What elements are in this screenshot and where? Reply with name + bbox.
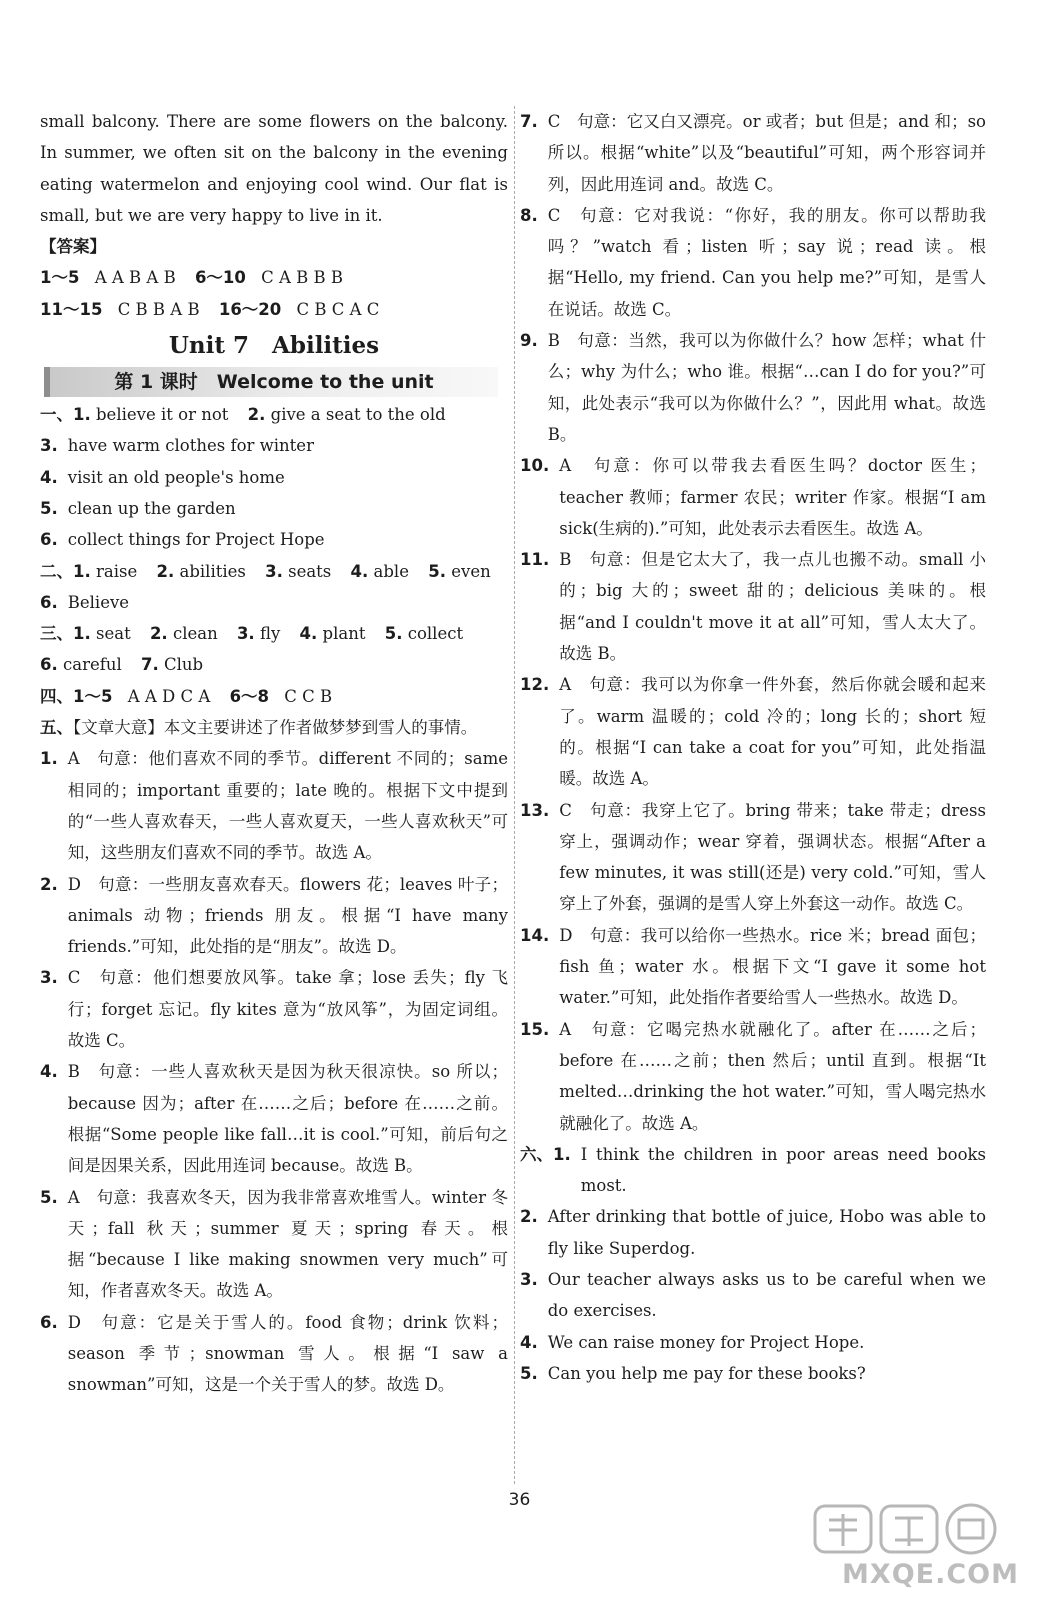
explanation-item: 8. C 句意：它对我说：“你好，我的朋友。你可以帮助我吗？”watch 看；listen 听；say 说；read 读。根据“Hello, my friend. Can you help me?”可知，是雪人在说话。故选 C。	[520, 205, 986, 319]
watermark-text: MXQE.COM	[842, 1559, 1019, 1590]
passage-text: small balcony. There are some flowers on the balcony. In summer, we often sit on the balcony in the evening eating watermelon and enjoying cool wind. Our flat is small, but we are very happy to live in it.	[40, 112, 508, 225]
left-column	[40, 106, 508, 1401]
unit-title: Unit 7 Abilities	[168, 332, 380, 360]
section-3-row: 三、1. seat 2. clean 3. fly 4. plant 5. collect	[40, 624, 464, 644]
answer-row: 11～15 C B B A B 16～20 C B C A C	[40, 299, 380, 319]
explanation-item: 9. B 句意：当然，我可以为你做什么？how 怎样；what 什么；why 为什么；who 谁。根据“…can I do for you?”可知，此处表示“我可以为你做什么？”，因此用 what。故选 B。	[520, 331, 986, 444]
list-item: 6. collect things for Project Hope	[40, 530, 325, 550]
watermark-seal-icon	[811, 1500, 1011, 1556]
explanation-item: 2. D 句意：一些朋友喜欢春天。flowers 花；leaves 叶子；animals 动物；friends 朋友。根据“I have many friends.”可知，此处指的是“朋友”。故选 D。	[40, 874, 508, 957]
answer-heading: 【答案】	[40, 237, 106, 257]
explanation-item: 3. C 句意：他们想要放风筝。take 拿；lose 丢失；fly 飞行；forget 忘记。fly kites 意为“放风筝”，为固定词组。故选 C。	[40, 968, 508, 1051]
page-number: 36	[508, 1490, 531, 1510]
sentence-item: 4. We can raise money for Project Hope.	[520, 1332, 865, 1352]
section-3-row: 6. careful 7. Club	[40, 655, 204, 675]
section-1-row: 一、1. believe it or not 2. give a seat to the old	[40, 405, 446, 425]
explanation-item: 14. D 句意：我可以给你一些热水。rice 米；bread 面包；fish 鱼；water 水。根据下文“I gave it some hot water.”可知，此处指作者要给雪人一些热水。故选 D。	[520, 925, 986, 1008]
explanation-item: 13. C 句意：我穿上它了。bring 带来；take 带走；dress 穿上，强调动作；wear 穿着，强调状态。根据“After a few minutes, it was still(还是) very cold.”可知，雪人穿上了外套，强调的是雪人穿上外套这一动作。故选 C。	[520, 800, 986, 914]
explanation-item: 4. B 句意：一些人喜欢秋天是因为秋天很凉快。so 所以；because 因为；after 在……之后；before 在……之前。根据“Some people like fall…it is cool.”可知，前后句之间是因果关系，因此用连词 because。故选 B。	[40, 1062, 508, 1176]
explanation-item: 7. C 句意：它又白又漂亮。or 或者；but 但是；and 和；so 所以。根据“white”以及“beautiful”可知，两个形容词并列，因此用连词 and。故选 C。	[520, 112, 986, 194]
explanation-item: 11. B 句意：但是它太大了，我一点儿也搬不动。small 小的；big 大的；sweet 甜的；delicious 美味的。根据“and I couldn't move it at all”可知，雪人太大了。故选 B。	[520, 550, 986, 664]
list-item: 4. visit an old people's home	[40, 467, 285, 487]
section-4-row: 四、1～5 A A D C A 6～8 C C B	[40, 686, 333, 706]
list-item: 3. have warm clothes for winter	[40, 436, 314, 456]
list-item: 5. clean up the garden	[40, 498, 236, 518]
explanation-item: 12. A 句意：我可以为你拿一件外套，然后你就会暖和起来了。warm 温暖的；cold 冷的；long 长的；short 短的。根据“I can take a coat for you”可知，此处指温暖。故选 A。	[520, 675, 986, 789]
sentence-item: 2. After drinking that bottle of juice, Hobo was able to fly like Superdog.	[520, 1207, 986, 1258]
right-column	[520, 106, 986, 1389]
explanation-item: 5. A 句意：我喜欢冬天，因为我非常喜欢堆雪人。winter 冬天；fall 秋天；summer 夏天；spring 春天。根据“because I like making snowmen very much”可知，作者喜欢冬天。故选 A。	[40, 1187, 508, 1301]
section-5-intro: 五、【文章大意】本文主要讲述了作者做梦梦到雪人的事情。	[40, 718, 478, 738]
column-divider	[514, 106, 515, 1484]
explanation-item: 1. A 句意：他们喜欢不同的季节。different 不同的；same 相同的；important 重要的；late 晚的。根据下文中提到的“一些人喜欢春天，一些人喜欢夏天，一些人喜欢秋天”可知，这些朋友们喜欢不同的季节。故选 A。	[40, 749, 508, 863]
explanation-item: 15. A 句意：它喝完热水就融化了。after 在……之后；before 在……之前；then 然后；until 直到。根据“It melted…drinking the hot water.”可知，雪人喝完热水就融化了。故选 A。	[520, 1019, 986, 1133]
sentence-item: 六、1. I think the children in poor areas need books most.	[520, 1144, 986, 1196]
explanation-item: 10. A 句意：你可以带我去看医生吗？doctor 医生；teacher 教师；farmer 农民；writer 作家。根据“I am sick(生病的).”可知，此处表示去看医生。故选 A。	[520, 456, 986, 538]
watermark-logo	[809, 1498, 1019, 1590]
lesson-title: 第 1 课时 Welcome to the unit	[44, 367, 498, 397]
sentence-item: 3. Our teacher always asks us to be careful when we do exercises.	[520, 1269, 986, 1321]
list-item: 6. Believe	[40, 592, 130, 612]
sentence-item: 5. Can you help me pay for these books?	[520, 1363, 866, 1383]
answer-row: 1～5 A A B A B 6～10 C A B B B	[40, 268, 344, 288]
explanation-item: 6. D 句意：它是关于雪人的。food 食物；drink 饮料；season 季节；snowman 雪人。根据“I saw a snowman”可知，这是一个关于雪人的梦。故选 D。	[40, 1312, 508, 1395]
section-2-row: 二、1. raise 2. abilities 3. seats 4. able 5. even	[40, 561, 491, 581]
